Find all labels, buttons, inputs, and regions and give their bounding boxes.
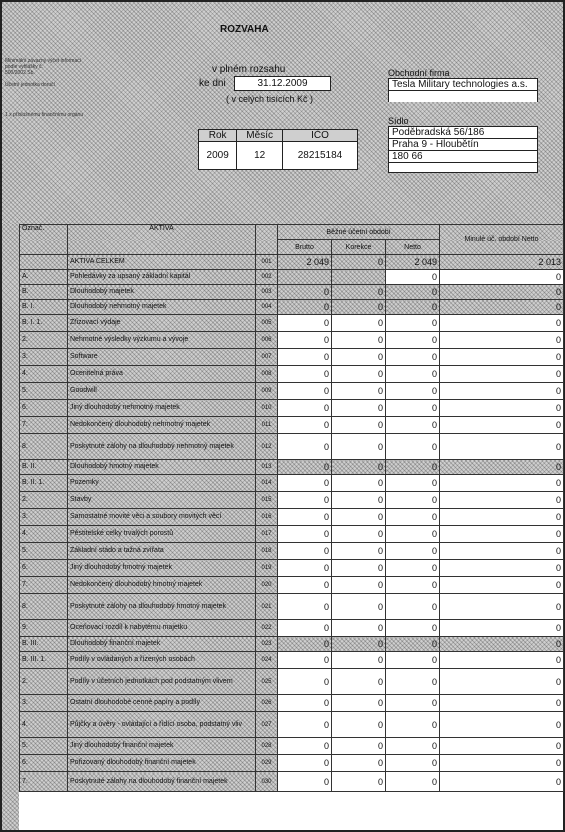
row-line-number: 021	[256, 594, 278, 620]
firm-label: Obchodní firma	[388, 68, 450, 78]
brutto-cell: 0	[278, 695, 332, 712]
table-row	[20, 738, 564, 755]
row-code: B. III. 1.	[20, 652, 68, 669]
korekce-header: Korekce	[332, 240, 386, 255]
previous-netto-label: Netto	[521, 236, 539, 243]
table-row	[20, 577, 564, 594]
row-label: Poskytnuté zálohy na dlouhodobý finanční majetek	[68, 772, 256, 792]
brutto-cell: 0	[278, 383, 332, 400]
table-row	[20, 417, 564, 434]
table-row	[20, 543, 564, 560]
year-header: Rok	[199, 130, 237, 142]
korekce-cell: 0	[332, 577, 386, 594]
row-label: Podíly v účetních jednotkách pod podstatným vlivem	[68, 669, 256, 695]
brutto-cell: 0	[278, 492, 332, 509]
row-code: B. I.	[20, 300, 68, 315]
korekce-cell: 0	[332, 526, 386, 543]
period-box	[198, 129, 358, 170]
scope-text: v plném rozsahu	[212, 64, 286, 75]
row-line-number: 019	[256, 560, 278, 577]
korekce-cell: 0	[332, 366, 386, 383]
table-row	[20, 300, 564, 315]
brutto-cell: 0	[278, 594, 332, 620]
row-label: Nehmotné výsledky výzkumu a vývoje	[68, 332, 256, 349]
netto-cell: 0	[386, 460, 440, 475]
row-label: Pohledávky za upsaný základní kapitál	[68, 270, 256, 285]
previous-netto-cell: 0	[440, 383, 564, 400]
table-row	[20, 255, 564, 270]
netto-cell: 0	[386, 620, 440, 637]
table-row	[20, 383, 564, 400]
brutto-cell: 0	[278, 315, 332, 332]
row-code: 8.	[20, 434, 68, 460]
netto-cell: 0	[386, 366, 440, 383]
korekce-cell: 0	[332, 417, 386, 434]
row-label: Podíly v ovládaných a řízených osobách	[68, 652, 256, 669]
netto-cell: 0	[386, 332, 440, 349]
side-notes	[5, 58, 97, 118]
row-line-number: 007	[256, 349, 278, 366]
table-row	[20, 315, 564, 332]
previous-netto-cell: 0	[440, 543, 564, 560]
table-row	[20, 475, 564, 492]
previous-netto-cell: 2 013	[440, 255, 564, 270]
table-row	[20, 366, 564, 383]
units-text: ( v celých tisících Kč )	[226, 94, 314, 104]
table-row	[20, 332, 564, 349]
korekce-cell: 0	[332, 594, 386, 620]
korekce-cell: 0	[332, 434, 386, 460]
brutto-cell: 0	[278, 543, 332, 560]
row-label: Poskytnuté zálohy na dlouhodobý hmotný majetek	[68, 594, 256, 620]
seat-line	[388, 162, 538, 173]
netto-cell: 0	[386, 300, 440, 315]
table-row	[20, 695, 564, 712]
previous-netto-cell: 0	[440, 669, 564, 695]
row-code: B.	[20, 285, 68, 300]
brutto-cell	[278, 270, 332, 285]
seat-label: Sídlo	[388, 116, 409, 126]
table-row	[20, 460, 564, 475]
row-line-number: 003	[256, 285, 278, 300]
seat-line: Praha 9 - Hloubětín	[388, 138, 538, 150]
row-label: Dlouhodobý nehmotný majetek	[68, 300, 256, 315]
row-line-number: 020	[256, 577, 278, 594]
row-code: 5.	[20, 383, 68, 400]
table-row	[20, 669, 564, 695]
row-label: AKTIVA CELKEM	[68, 255, 256, 270]
row-line-number: 028	[256, 738, 278, 755]
date-label: ke dni	[199, 78, 226, 89]
brutto-cell: 0	[278, 772, 332, 792]
row-label: Jiný dlouhodobý hmotný majetek	[68, 560, 256, 577]
row-code: 4.	[20, 366, 68, 383]
brutto-cell: 0	[278, 400, 332, 417]
korekce-cell: 0	[332, 755, 386, 772]
row-line-number: 017	[256, 526, 278, 543]
previous-netto-cell: 0	[440, 417, 564, 434]
row-label: Pořizovaný dlouhodobý finanční majetek	[68, 755, 256, 772]
brutto-cell: 0	[278, 652, 332, 669]
row-label: Oceňovací rozdíl k nabytému majetku	[68, 620, 256, 637]
netto-cell: 0	[386, 577, 440, 594]
row-label: Dlouhodobý finanční majetek	[68, 637, 256, 652]
netto-cell: 0	[386, 594, 440, 620]
firm-name-2	[388, 90, 538, 102]
row-code: 7.	[20, 417, 68, 434]
row-label: Samostatné movité věci a soubory movitých věcí	[68, 509, 256, 526]
row-label: Dlouhodobý majetek	[68, 285, 256, 300]
current-period-header: Běžné účetní období	[278, 225, 440, 240]
row-line-number: 026	[256, 695, 278, 712]
row-code: 5.	[20, 543, 68, 560]
netto-cell: 0	[386, 492, 440, 509]
row-line-number: 002	[256, 270, 278, 285]
table-row	[20, 652, 564, 669]
assets-table	[19, 224, 564, 792]
korekce-cell: 0	[332, 492, 386, 509]
row-code: 3.	[20, 695, 68, 712]
form-header	[2, 2, 563, 224]
netto-cell: 0	[386, 712, 440, 738]
korekce-cell: 0	[332, 255, 386, 270]
previous-label: Minulé úč. období	[464, 236, 520, 243]
row-label: Pěstitelské celky trvalých porostů	[68, 526, 256, 543]
previous-netto-cell: 0	[440, 560, 564, 577]
previous-netto-cell: 0	[440, 594, 564, 620]
brutto-cell: 0	[278, 526, 332, 543]
row-code: 7.	[20, 577, 68, 594]
netto-cell: 0	[386, 560, 440, 577]
previous-netto-cell: 0	[440, 400, 564, 417]
netto-cell: 0	[386, 285, 440, 300]
month-header: Měsíc	[237, 130, 283, 142]
korekce-cell: 0	[332, 332, 386, 349]
row-label: Poskytnuté zálohy na dlouhodobý nehmotný majetek	[68, 434, 256, 460]
brutto-cell: 0	[278, 366, 332, 383]
brutto-cell: 0	[278, 577, 332, 594]
netto-cell: 0	[386, 349, 440, 366]
previous-netto-cell: 0	[440, 652, 564, 669]
brutto-cell: 0	[278, 509, 332, 526]
header-row	[20, 225, 564, 240]
left-margin-strip	[2, 224, 19, 830]
row-label: Nedokončený dlouhodobý nehmotný majetek	[68, 417, 256, 434]
korekce-cell: 0	[332, 669, 386, 695]
korekce-cell: 0	[332, 620, 386, 637]
row-line-number: 014	[256, 475, 278, 492]
oznac-header: Označ.	[20, 225, 68, 255]
previous-netto-cell: 0	[440, 755, 564, 772]
table-row	[20, 434, 564, 460]
row-line-number: 010	[256, 400, 278, 417]
brutto-cell: 0	[278, 620, 332, 637]
netto-cell: 0	[386, 526, 440, 543]
korekce-cell: 0	[332, 712, 386, 738]
netto-cell: 0	[386, 434, 440, 460]
row-code: B. II. 1.	[20, 475, 68, 492]
row-label: Jiný dlouhodobý finanční majetek	[68, 738, 256, 755]
company-block	[388, 68, 538, 173]
netto-cell: 0	[386, 383, 440, 400]
row-code: 5.	[20, 738, 68, 755]
previous-netto-cell: 0	[440, 300, 564, 315]
korekce-cell: 0	[332, 543, 386, 560]
row-label: Software	[68, 349, 256, 366]
aktiva-header: AKTIVA	[68, 225, 256, 255]
brutto-cell: 0	[278, 460, 332, 475]
row-code: 6.	[20, 400, 68, 417]
row-line-number: 030	[256, 772, 278, 792]
row-line-number: 011	[256, 417, 278, 434]
row-label: Goodwill	[68, 383, 256, 400]
row-label: Nedokončený dlouhodobý hmotný majetek	[68, 577, 256, 594]
date-field: 31.12.2009	[234, 76, 331, 91]
row-code: B. II.	[20, 460, 68, 475]
previous-netto-cell: 0	[440, 492, 564, 509]
korekce-cell	[332, 270, 386, 285]
row-line-number: 012	[256, 434, 278, 460]
netto-cell: 0	[386, 509, 440, 526]
year-value: 2009	[199, 142, 237, 170]
previous-netto-cell: 0	[440, 526, 564, 543]
brutto-cell: 0	[278, 285, 332, 300]
row-line-number: 006	[256, 332, 278, 349]
row-line-number: 016	[256, 509, 278, 526]
brutto-cell: 2 049	[278, 255, 332, 270]
row-code: 2.	[20, 332, 68, 349]
table-row	[20, 594, 564, 620]
row-label: Půjčky a úvěry - ovládající a řídící osoba, podstatný vliv	[68, 712, 256, 738]
row-line-number: 022	[256, 620, 278, 637]
previous-period-header	[440, 225, 564, 255]
seat-line: 180 66	[388, 150, 538, 162]
brutto-cell: 0	[278, 669, 332, 695]
netto-cell: 0	[386, 417, 440, 434]
previous-netto-cell: 0	[440, 475, 564, 492]
previous-netto-cell: 0	[440, 349, 564, 366]
row-code: 4.	[20, 712, 68, 738]
row-code: B. I. 1.	[20, 315, 68, 332]
row-label: Stavby	[68, 492, 256, 509]
table-row	[20, 349, 564, 366]
korekce-cell: 0	[332, 560, 386, 577]
table-row	[20, 712, 564, 738]
row-code	[20, 255, 68, 270]
row-code: 7.	[20, 772, 68, 792]
form-title: ROZVAHA	[220, 24, 269, 35]
table-row	[20, 400, 564, 417]
row-line-number: 029	[256, 755, 278, 772]
brutto-cell: 0	[278, 349, 332, 366]
table-row	[20, 772, 564, 792]
netto-cell: 0	[386, 637, 440, 652]
row-label: Zřizovací výdaje	[68, 315, 256, 332]
row-code: A.	[20, 270, 68, 285]
netto-cell: 0	[386, 475, 440, 492]
row-label: Jiný dlouhodobý nehmotný majetek	[68, 400, 256, 417]
table-row	[20, 526, 564, 543]
brutto-cell: 0	[278, 300, 332, 315]
row-line-number: 027	[256, 712, 278, 738]
row-label: Pozemky	[68, 475, 256, 492]
row-label: Základní stádo a tažná zvířata	[68, 543, 256, 560]
netto-cell: 2 049	[386, 255, 440, 270]
row-line-number: 025	[256, 669, 278, 695]
line-header	[256, 225, 278, 255]
row-code: 4.	[20, 526, 68, 543]
row-line-number: 023	[256, 637, 278, 652]
korekce-cell: 0	[332, 637, 386, 652]
row-code: 3.	[20, 509, 68, 526]
previous-netto-cell: 0	[440, 460, 564, 475]
netto-header: Netto	[386, 240, 440, 255]
row-line-number: 009	[256, 383, 278, 400]
netto-cell: 0	[386, 738, 440, 755]
row-line-number: 001	[256, 255, 278, 270]
previous-netto-cell: 0	[440, 620, 564, 637]
row-label: Dlouhodobý hmotný majetek	[68, 460, 256, 475]
previous-netto-cell: 0	[440, 366, 564, 383]
seat-line: Poděbradská 56/186	[388, 126, 538, 138]
netto-cell: 0	[386, 755, 440, 772]
firm-name: Tesla Military technologies a.s.	[388, 78, 538, 90]
korekce-cell: 0	[332, 300, 386, 315]
row-code: 2.	[20, 669, 68, 695]
row-line-number: 018	[256, 543, 278, 560]
korekce-cell: 0	[332, 400, 386, 417]
korekce-cell: 0	[332, 383, 386, 400]
side-note: 500/2002 Sb.	[5, 70, 35, 76]
previous-netto-cell: 0	[440, 695, 564, 712]
korekce-cell: 0	[332, 695, 386, 712]
korekce-cell: 0	[332, 738, 386, 755]
row-code: B. III.	[20, 637, 68, 652]
brutto-cell: 0	[278, 332, 332, 349]
side-note: 1 x příslušnému finančnímu orgánu	[5, 112, 84, 118]
table-row	[20, 492, 564, 509]
previous-netto-cell: 0	[440, 772, 564, 792]
row-line-number: 013	[256, 460, 278, 475]
netto-cell: 0	[386, 315, 440, 332]
korekce-cell: 0	[332, 509, 386, 526]
side-note: Minimální závazný výčet informací	[5, 58, 82, 64]
brutto-cell: 0	[278, 417, 332, 434]
previous-netto-cell: 0	[440, 285, 564, 300]
brutto-cell: 0	[278, 755, 332, 772]
brutto-cell: 0	[278, 560, 332, 577]
netto-cell: 0	[386, 652, 440, 669]
table-row	[20, 755, 564, 772]
table-row	[20, 509, 564, 526]
previous-netto-cell: 0	[440, 577, 564, 594]
table-row	[20, 560, 564, 577]
table-row	[20, 285, 564, 300]
row-code: 6.	[20, 755, 68, 772]
brutto-cell: 0	[278, 434, 332, 460]
row-line-number: 024	[256, 652, 278, 669]
row-code: 8.	[20, 594, 68, 620]
brutto-cell: 0	[278, 475, 332, 492]
row-code: 3.	[20, 349, 68, 366]
netto-cell: 0	[386, 695, 440, 712]
previous-netto-cell: 0	[440, 434, 564, 460]
korekce-cell: 0	[332, 315, 386, 332]
netto-cell: 0	[386, 400, 440, 417]
row-code: 2.	[20, 492, 68, 509]
row-line-number: 008	[256, 366, 278, 383]
month-value: 12	[237, 142, 283, 170]
korekce-cell: 0	[332, 349, 386, 366]
ico-header: IČO	[282, 130, 357, 142]
korekce-cell: 0	[332, 475, 386, 492]
netto-cell: 0	[386, 270, 440, 285]
previous-netto-cell: 0	[440, 738, 564, 755]
netto-cell: 0	[386, 669, 440, 695]
brutto-cell: 0	[278, 637, 332, 652]
previous-netto-cell: 0	[440, 315, 564, 332]
previous-netto-cell: 0	[440, 509, 564, 526]
row-line-number: 015	[256, 492, 278, 509]
table-row	[20, 270, 564, 285]
previous-netto-cell: 0	[440, 712, 564, 738]
korekce-cell: 0	[332, 460, 386, 475]
row-code: 6.	[20, 560, 68, 577]
brutto-header: Brutto	[278, 240, 332, 255]
previous-netto-cell: 0	[440, 270, 564, 285]
row-line-number: 004	[256, 300, 278, 315]
brutto-cell: 0	[278, 712, 332, 738]
side-note: Účetní jednotka doručí	[5, 82, 56, 88]
row-label: Ostatní dlouhodobé cenné papíry a podíly	[68, 695, 256, 712]
korekce-cell: 0	[332, 652, 386, 669]
netto-cell: 0	[386, 543, 440, 560]
table-row	[20, 637, 564, 652]
previous-netto-cell: 0	[440, 332, 564, 349]
side-note: podle vyhlášky č.	[5, 64, 44, 70]
previous-netto-cell: 0	[440, 637, 564, 652]
row-code: 9.	[20, 620, 68, 637]
korekce-cell: 0	[332, 772, 386, 792]
row-line-number: 005	[256, 315, 278, 332]
ico-value: 28215184	[282, 142, 357, 170]
brutto-cell: 0	[278, 738, 332, 755]
table-row	[20, 620, 564, 637]
korekce-cell: 0	[332, 285, 386, 300]
netto-cell: 0	[386, 772, 440, 792]
row-label: Ocenitelná práva	[68, 366, 256, 383]
